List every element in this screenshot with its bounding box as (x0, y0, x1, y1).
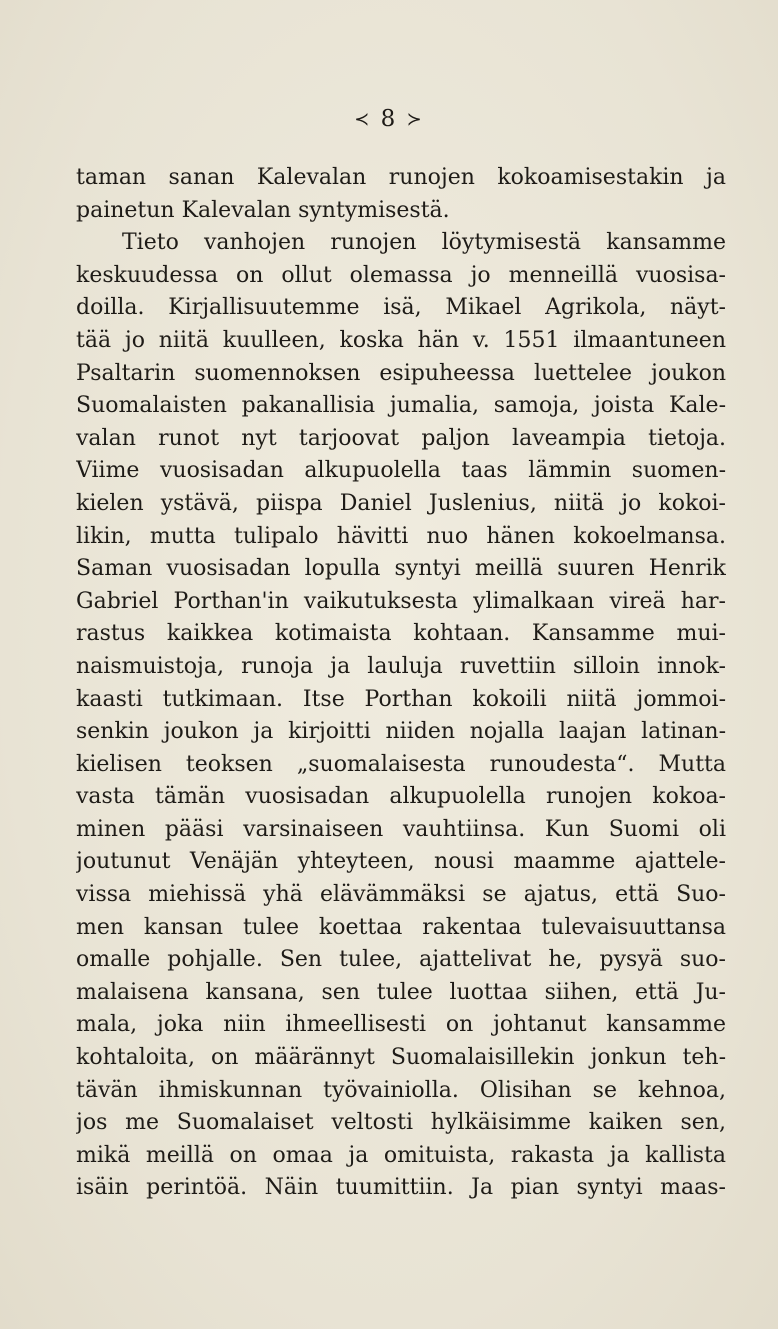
text-line: kielen ystävä, piispa Daniel Juslenius, niitä jo kokoi- (76, 490, 726, 516)
text-line: Gabriel Porthan'in vaikutuksesta ylimalkaan vireä har- (76, 588, 726, 614)
text-line: kohtaloita, on määrännyt Suomalaisillekin jonkun teh- (76, 1045, 726, 1071)
text-line: doilla. Kirjallisuutemme isä, Mikael Agrikola, näyt- (76, 295, 726, 321)
text-line: rastus kaikkea kotimaista kohtaan. Kansamme mui- (76, 621, 726, 647)
page-number: 8 (380, 106, 398, 132)
text-line: omalle pohjalle. Sen tulee, ajattelivat he, pysyä suo- (76, 947, 726, 973)
text-line: malaisena kansana, sen tulee luottaa siihen, että Ju- (76, 979, 726, 1005)
text-line: Saman vuosisadan lopulla syntyi meillä suuren Henrik (76, 556, 726, 582)
text-line: mikä meillä on omaa ja omituista, rakasta ja kallista (76, 1142, 726, 1168)
text-line: isäin perintöä. Näin tuumittiin. Ja pian syntyi maas- (76, 1175, 726, 1201)
text-line: taman sanan Kalevalan runojen kokoamisestakin ja (76, 165, 726, 190)
text-line: jos me Suomalaiset veltosti hylkäisimme kaiken sen, (76, 1110, 726, 1136)
ornament-left: ≺ (354, 109, 372, 130)
text-line: Viime vuosisadan alkupuolella taas lämmin suomen- (76, 458, 726, 484)
ornament-right: ≻ (406, 109, 424, 130)
text-line: Suomalaisten pakanallisia jumalia, samoja, joista Kale- (76, 393, 726, 419)
text-line: men kansan tulee koettaa rakentaa tulevaisuuttansa (76, 914, 726, 940)
text-line: likin, mutta tulipalo hävitti nuo hänen kokoelmansa. (76, 523, 726, 549)
text-line: tää jo niitä kuulleen, koska hän v. 1551 ilmaantuneen (76, 327, 726, 353)
text-line: Psaltarin suomennoksen esipuheessa luettelee joukon (76, 360, 726, 386)
text-line: joutunut Venäjän yhteyteen, nousi maamme ajattele- (76, 849, 726, 875)
text-line: kielisen teoksen „suomalaisesta runoudesta“. Mutta (76, 751, 726, 777)
text-line: valan runot nyt tarjoovat paljon laveampia tietoja. (76, 425, 726, 451)
text-line: vasta tämän vuosisadan alkupuolella runojen kokoa- (76, 784, 726, 810)
text-line: Tieto vanhojen runojen löytymisestä kansamme (122, 230, 726, 256)
text-line: kaasti tutkimaan. Itse Porthan kokoili niitä jommoi- (76, 686, 726, 712)
text-line: senkin joukon ja kirjoitti niiden nojalla laajan latinan- (76, 719, 726, 745)
text-line: keskuudessa on ollut olemassa jo menneillä vuosisa- (76, 262, 726, 288)
text-line: painetun Kalevalan syntymisestä. (76, 197, 450, 223)
text-line: naismuistoja, runoja ja lauluja ruvettiin silloin innok- (76, 653, 726, 679)
body-text (76, 162, 726, 1205)
text-line: vissa miehissä yhä elävämmäksi se ajatus, että Suo- (76, 882, 726, 908)
page-header (0, 104, 778, 135)
text-line: tävän ihmiskunnan työvainiolla. Olisihan se kehnoa, (76, 1077, 726, 1103)
text-line: mala, joka niin ihmeellisesti on johtanut kansamme (76, 1012, 726, 1038)
text-line: minen pääsi varsinaiseen vauhtiinsa. Kun Suomi oli (76, 816, 726, 842)
